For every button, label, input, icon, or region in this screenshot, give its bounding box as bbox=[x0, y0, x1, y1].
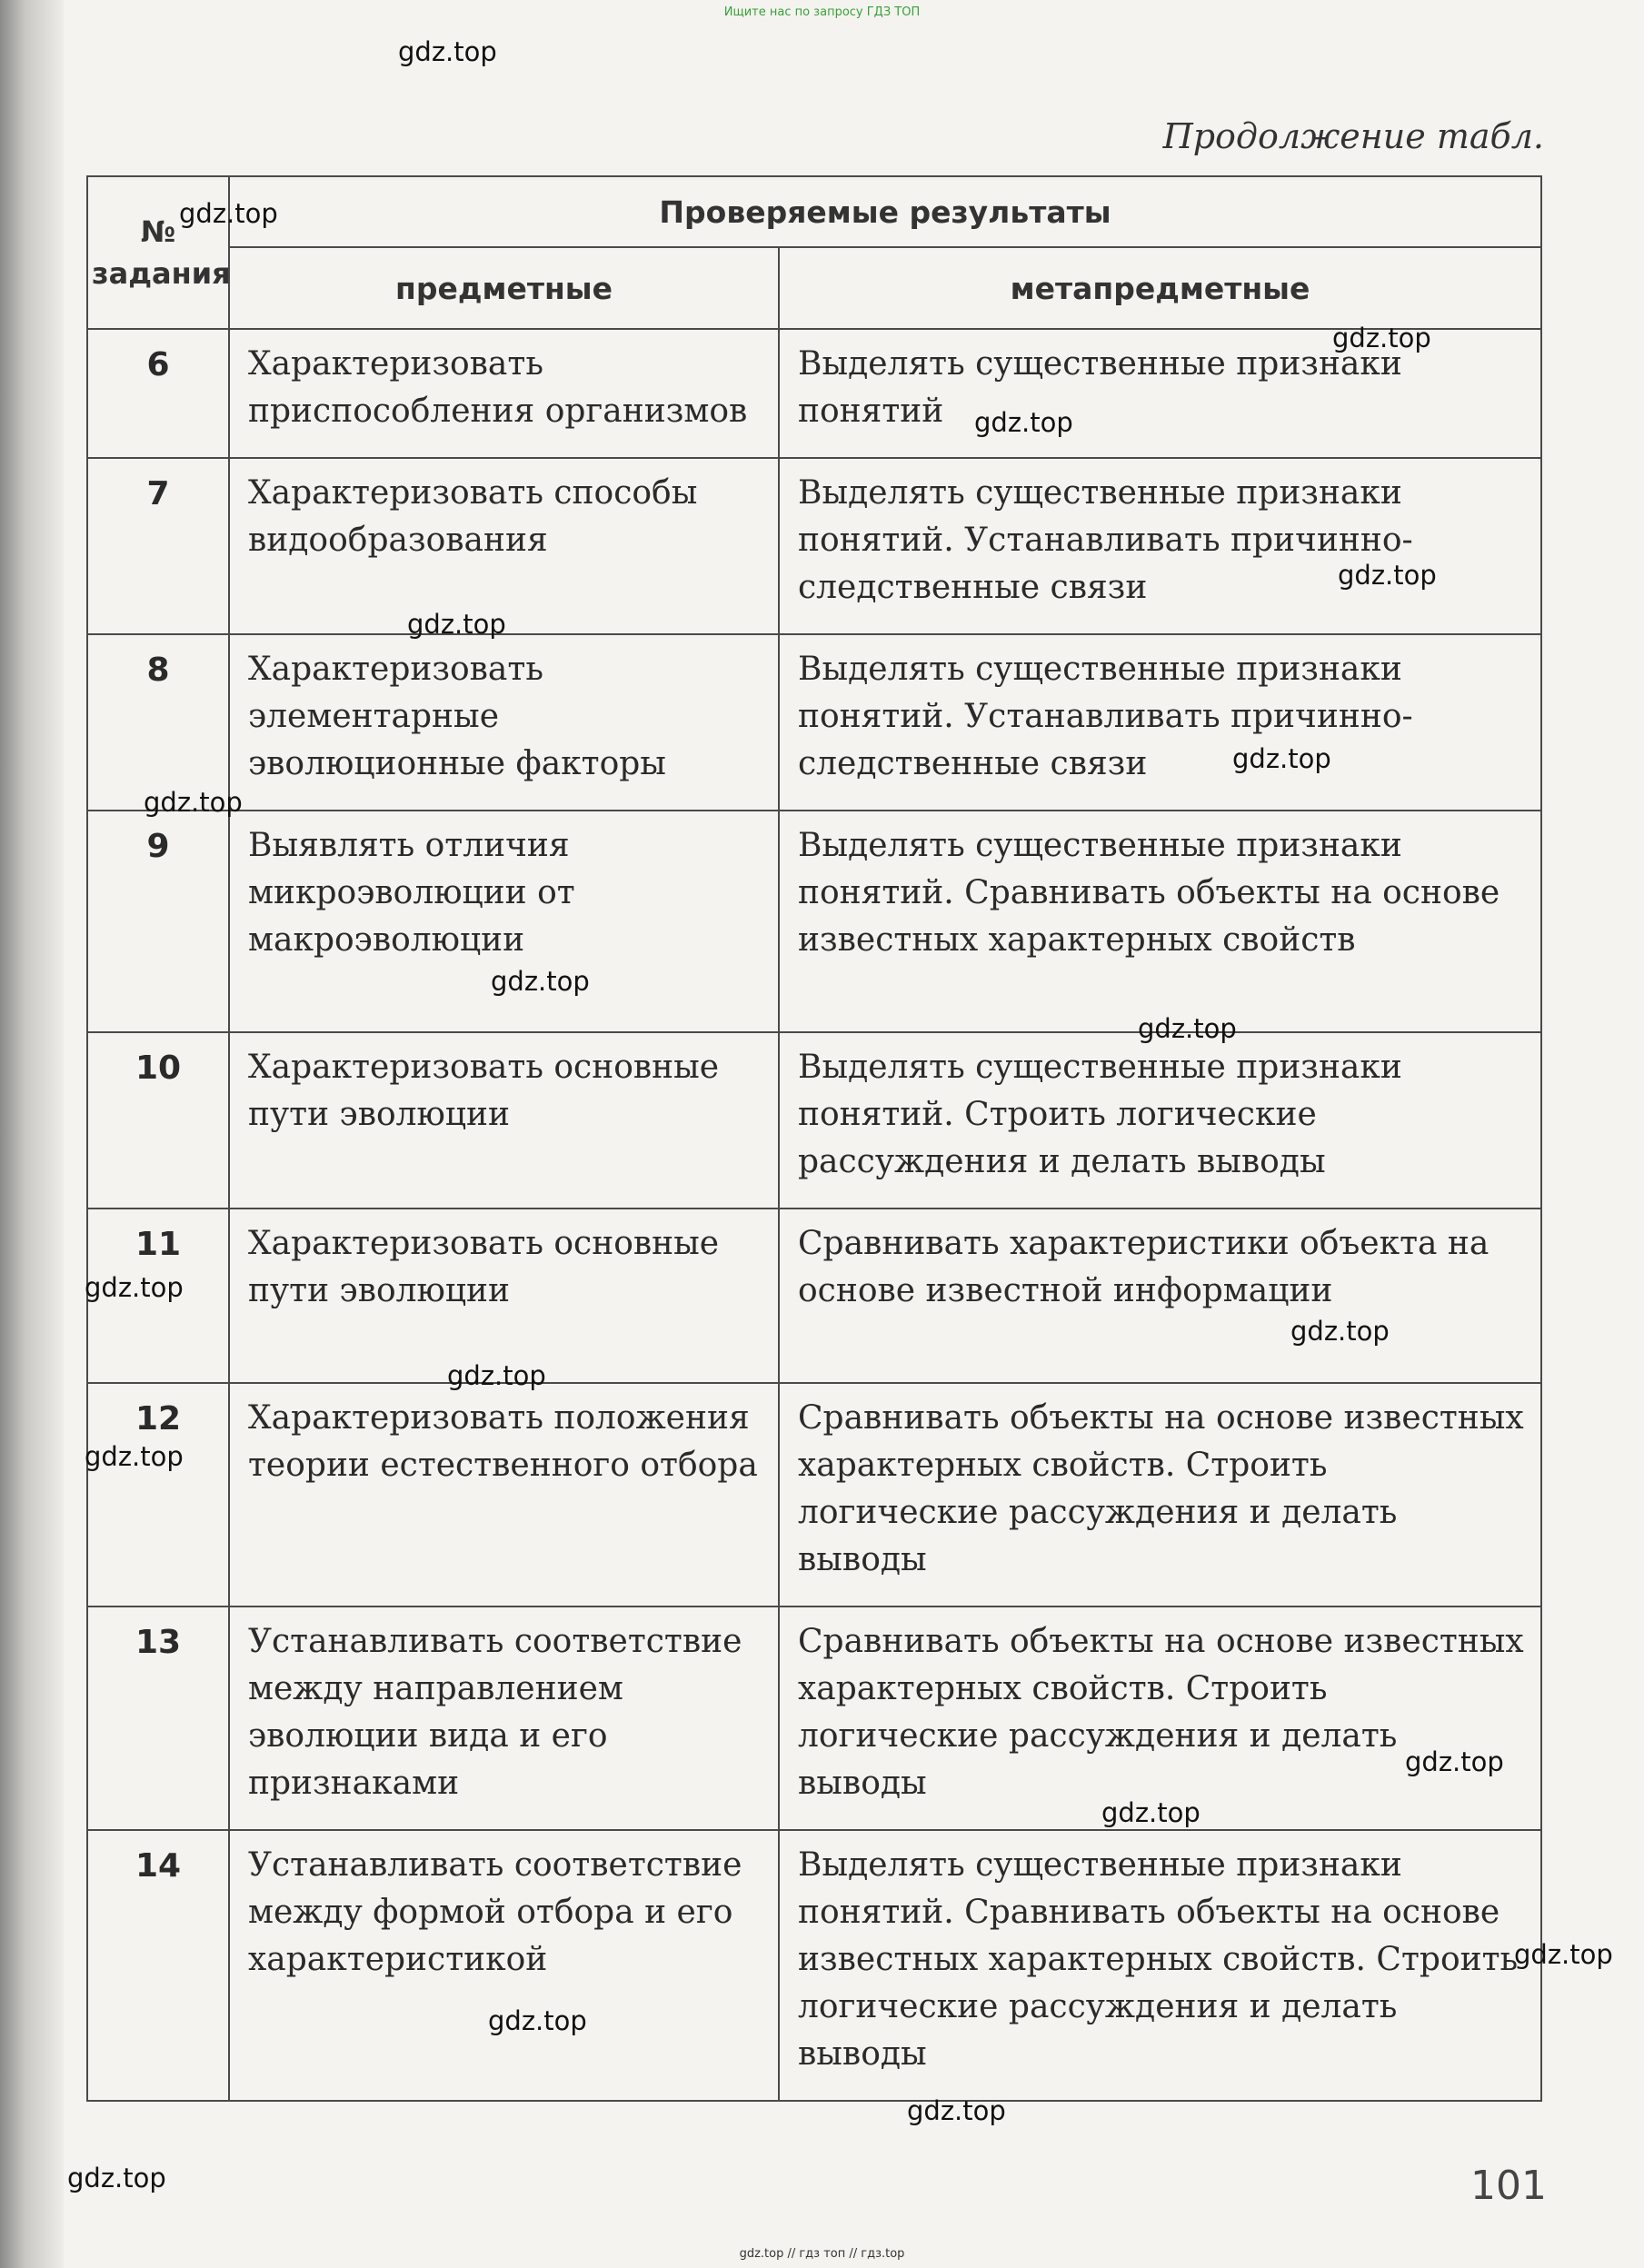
task-number: 8 bbox=[87, 634, 229, 811]
watermark: gdz.top bbox=[1332, 323, 1431, 353]
meta-result: Сравнивать объекты на основе известных характерных свойств. Строить логические рассуждения и делать выводы bbox=[779, 1606, 1541, 1830]
task-number: 14 bbox=[87, 1830, 229, 2101]
subject-result: Характеризовать способы видообразования bbox=[229, 458, 779, 634]
task-number: 11 bbox=[87, 1209, 229, 1383]
header-row-1 bbox=[87, 176, 1541, 247]
subject-result: Выявлять отличия микроэволюции от макроэволюции bbox=[229, 811, 779, 1032]
table-row bbox=[87, 458, 1541, 634]
watermark: gdz.top bbox=[1101, 1797, 1201, 1828]
subject-result: Устанавливать соответствие между направлением эволюции вида и его признаками bbox=[229, 1606, 779, 1830]
watermark: gdz.top bbox=[1290, 1316, 1390, 1347]
subject-result: Характеризовать элементарные эволюционные факторы bbox=[229, 634, 779, 811]
watermark: gdz.top bbox=[1338, 560, 1437, 591]
watermark: gdz.top bbox=[85, 1441, 184, 1472]
table-row bbox=[87, 1383, 1541, 1606]
task-number: 13 bbox=[87, 1606, 229, 1830]
subject-result: Устанавливать соответствие между формой отбора и его характеристикой bbox=[229, 1830, 779, 2101]
top-banner: Ищите нас по запросу ГДЗ ТОП bbox=[723, 5, 921, 19]
meta-result: Сравнивать объекты на основе известных характерных свойств. Строить логические рассуждения и делать выводы bbox=[779, 1383, 1541, 1606]
watermark: gdz.top bbox=[398, 36, 497, 67]
page-edge-shadow bbox=[0, 0, 64, 2268]
header-num: № задания bbox=[87, 176, 229, 329]
header-subject: предметные bbox=[229, 247, 779, 329]
watermark: gdz.top bbox=[179, 198, 278, 229]
continuation-label: Продолжение табл. bbox=[1162, 116, 1544, 156]
page-number: 101 bbox=[1470, 2163, 1547, 2209]
task-number: 9 bbox=[87, 811, 229, 1032]
table-row bbox=[87, 1830, 1541, 2101]
table-row bbox=[87, 634, 1541, 811]
meta-result: Выделять существенные признаки понятий. Устанавливать причинно-следственные связи bbox=[779, 458, 1541, 634]
header-results: Проверяемые результаты bbox=[229, 176, 1541, 247]
table-row bbox=[87, 1209, 1541, 1383]
meta-result: Выделять существенные признаки понятий. Сравнивать объекты на основе известных характерных свойств. Строить логические рассуждения и делать выводы bbox=[779, 1830, 1541, 2101]
watermark: gdz.top bbox=[85, 1272, 184, 1303]
task-number: 10 bbox=[87, 1032, 229, 1209]
watermark: gdz.top bbox=[407, 609, 506, 640]
watermark: gdz.top bbox=[67, 2163, 166, 2193]
watermark: gdz.top bbox=[1405, 1746, 1504, 1777]
subject-result: Характеризовать положения теории естественного отбора bbox=[229, 1383, 779, 1606]
table-row bbox=[87, 329, 1541, 458]
results-table bbox=[86, 175, 1542, 2102]
table-row bbox=[87, 811, 1541, 1032]
watermark: gdz.top bbox=[907, 2095, 1006, 2126]
header-meta: метапредметные bbox=[779, 247, 1541, 329]
subject-result: Характеризовать приспособления организмов bbox=[229, 329, 779, 458]
subject-result: Характеризовать основные пути эволюции bbox=[229, 1032, 779, 1209]
meta-result: Выделять существенные признаки понятий. Строить логические рассуждения и делать выводы bbox=[779, 1032, 1541, 1209]
header-row-2 bbox=[87, 247, 1541, 329]
meta-result: Выделять существенные признаки понятий bbox=[779, 329, 1541, 458]
meta-result: Выделять существенные признаки понятий. Устанавливать причинно-следственные связи bbox=[779, 634, 1541, 811]
watermark: gdz.top bbox=[447, 1360, 546, 1391]
watermark: gdz.top bbox=[488, 2005, 587, 2036]
table-row bbox=[87, 1032, 1541, 1209]
watermark: gdz.top bbox=[974, 407, 1073, 438]
meta-result: Сравнивать характеристики объекта на основе известной информации bbox=[779, 1209, 1541, 1383]
subject-result: Характеризовать основные пути эволюции bbox=[229, 1209, 779, 1383]
table-row bbox=[87, 1606, 1541, 1830]
meta-result: Выделять существенные признаки понятий. Сравнивать объекты на основе известных характерных свойств bbox=[779, 811, 1541, 1032]
watermark: gdz.top bbox=[1232, 743, 1331, 774]
task-number: 6 bbox=[87, 329, 229, 458]
watermark: gdz.top bbox=[1138, 1013, 1237, 1044]
bottom-banner: gdz.top // гдз топ // гдз.top bbox=[739, 2247, 905, 2261]
task-number: 12 bbox=[87, 1383, 229, 1606]
watermark: gdz.top bbox=[144, 787, 243, 818]
task-number: 7 bbox=[87, 458, 229, 634]
watermark: gdz.top bbox=[1514, 1939, 1613, 1970]
watermark: gdz.top bbox=[491, 966, 590, 997]
